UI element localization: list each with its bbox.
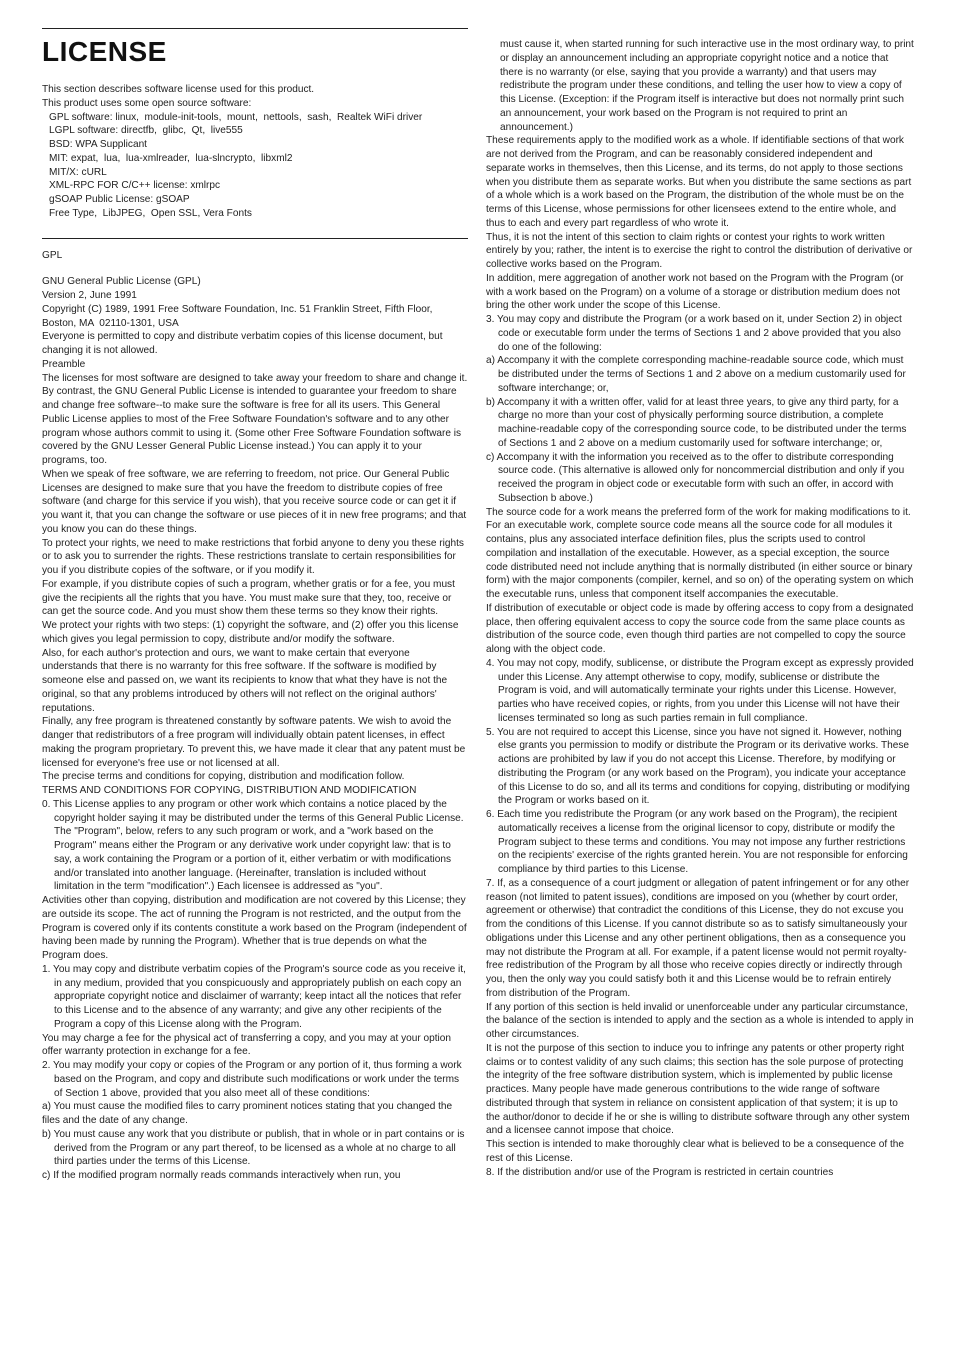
license-paragraph: For example, if you distribute copies of such a program, whether gratis or for a fee, you must give the recipients all the rights that you have. You must make sure that they, too, receive or can get the source code. And you must show them these terms so they know their rights. — [42, 578, 458, 618]
software-item: gSOAP Public License: gSOAP — [49, 194, 190, 205]
license-paragraph: c) Accompany it with the information you received as to the offer to distribute corresponding source code. (This alternative is allowed only for noncommercial distribution and only if you received the program in object code or executable form with such an offer, in accord with Subsection b above.) — [486, 451, 908, 504]
license-paragraph: This section is intended to make thoroughly clear what is believed to be a consequence of the rest of this License. — [486, 1139, 907, 1164]
software-item: MIT/X: cURL — [49, 166, 107, 178]
license-paragraph: If distribution of executable or object code is made by offering access to copy from a designated place, then offering equivalent access to copy the source code from the same place counts as distribution of the source code, even though third parties are not compelled to copy the source along with the object code. — [486, 602, 917, 655]
license-paragraph: Copyright (C) 1989, 1991 Free Software Foundation, Inc. 51 Franklin Street, Fifth Floor, Boston, MA 02110-1301, USA — [42, 303, 436, 329]
license-paragraph: Version 2, June 1991 — [42, 290, 137, 301]
intro-section — [42, 83, 468, 221]
license-paragraph: a) Accompany it with the complete corresponding machine-readable source code, which must be distributed under the terms of Sections 1 and 2 above on a medium customarily used for software interchange; or, — [486, 355, 909, 394]
license-paragraph: You may charge a fee for the physical act of transferring a copy, and you may at your option offer warranty protection in exchange for a fee. — [42, 1032, 454, 1058]
license-paragraph: To protect your rights, we need to make restrictions that forbid anyone to deny you these rights or to ask you to surrender the rights. These restrictions translate to certain responsibilities for you if you distribute copies of the software, or if you modify it. — [42, 537, 467, 576]
software-item: GPL software: linux, module-init-tools, mount, nettools, sash, Realtek WiFi driver — [49, 111, 423, 123]
license-paragraph: Finally, any free program is threatened constantly by software patents. We wish to avoid the danger that redistributors of a free program will individually obtain patent licenses, in effect making the program proprietary. To prevent this, we have made it clear that any patent must be licensed for everyone's free use or not licensed at all. — [42, 716, 469, 769]
license-paragraph: Thus, it is not the intent of this section to claim rights or contest your rights to work written entirely by you; rather, the intent is to exercise the right to control the distribution of derivative or collective works based on the Program. — [486, 231, 916, 270]
license-paragraph: TERMS AND CONDITIONS FOR COPYING, DISTRIBUTION AND MODIFICATION — [42, 785, 417, 796]
license-paragraph: 0. This License applies to any program or other work which contains a notice placed by the copyright holder saying it may be distributed under the terms of this General Public License. The "Program", below, refers to any such program or work, and a "work based on the Program" means either the Program or any derivative work under copyright law: that is to say, a work containing the Program or a portion of it, either verbatim or with modifications and/or translated into another language. (Hereinafter, translation is included without limitation in the term "modification".) Each licensee is addressed as "you". — [42, 798, 467, 893]
license-paragraph: c) If the modified program normally reads commands interactively when run, you — [42, 1170, 401, 1181]
software-item: BSD: WPA Supplicant — [49, 139, 147, 150]
license-paragraph: b) Accompany it with a written offer, valid for at least three years, to give any third party, for a charge no more than your cost of physically performing source distribution, a complete machine-readable copy of the corresponding source code, to be distributed under the terms of Sections 1 and 2 above on a medium customarily used for software interchange; or, — [486, 396, 910, 449]
license-paragraph: GNU General Public License (GPL) — [42, 276, 201, 288]
page-title: LICENSE — [42, 36, 167, 67]
intro-line: This section describes software license used for this product. — [42, 84, 315, 95]
license-paragraph: must cause it, when started running for such interactive use in the most ordinary way, to print or display an announcement including an appropriate copyright notice and a notice that there is no warranty (or else, saying that you provide a warranty) and that users may redistribute the program under these conditions, and telling the user how to view a copy of this License. (Exception: if the Program itself is interactive but does not normally print such an announcement, your work based on the Program is not required to print an announcement.) — [500, 39, 917, 133]
license-paragraph: 8. If the distribution and/or use of the Program is restricted in certain countries — [486, 1166, 834, 1178]
license-paragraph: If any portion of this section is held invalid or unenforceable under any particular circumstance, the balance of the section is intended to apply and the section as a whole is intended to apply in other circumstances. — [486, 1001, 917, 1040]
software-item: Free Type, LibJPEG, Open SSL, Vera Fonts — [49, 207, 252, 219]
license-paragraph: We protect your rights with two steps: (1) copyright the software, and (2) offer you this license which gives you legal permission to copy, distribute and/or modify the software. — [42, 620, 462, 645]
license-paragraph: Everyone is permitted to copy and distribute verbatim copies of this license document, but changing it is not allowed. — [42, 331, 446, 356]
license-paragraph: 3. You may copy and distribute the Program (or a work based on it, under Section 2) in object code or executable form under the terms of Sections 1 and 2 above provided that you also do one of the following: — [486, 314, 905, 353]
top-rule — [42, 28, 468, 29]
section-rule — [42, 238, 468, 239]
license-paragraph: b) You must cause any work that you distribute or publish, that in whole or in part contains or is derived from the Program or any part thereof, to be licensed as a whole at no charge to all third parties under the terms of this License. — [42, 1128, 468, 1168]
license-paragraph: 2. You may modify your copy or copies of the Program or any portion of it, thus forming a work based on the Program, and copy and distribute such modifications or work under the terms of Section 1 above, provided that you also meet all of these conditions: — [42, 1060, 465, 1099]
license-paragraph: The precise terms and conditions for copying, distribution and modification follow. — [42, 771, 405, 783]
license-paragraph: 5. You are not required to accept this License, since you have not signed it. However, nothing else grants you permission to modify or distribute the Program or its derivative works. These actions are prohibited by law if you do not accept this License. Therefore, by modifying or distributing the Program (or any work based on the Program), you indicate your acceptance of this License to do so, and all its terms and conditions for copying, distributing or modifying the Program or works based on it. — [486, 726, 913, 807]
gpl-heading: GPL — [42, 249, 63, 261]
software-item: XML-RPC FOR C/C++ license: xmlrpc — [49, 180, 221, 192]
license-paragraph: Preamble — [42, 358, 86, 370]
license-paragraph: In addition, mere aggregation of another work not based on the Program with the Program (or with a work based on the Program) on a volume of a storage or distribution medium does not bring the other work under the scope of this License. — [486, 272, 907, 312]
software-item: LGPL software: directfb, glibc, Qt, live555 — [49, 125, 243, 137]
license-paragraph: 6. Each time you redistribute the Program (or any work based on the Program), the recipient automatically receives a license from the original licensor to copy, distribute or modify the Program subject to these terms and conditions. You may not impose any further restrictions on the recipients' exercise of the rights granted herein. You are not responsible for enforcing compliance by third parties to this License. — [486, 809, 911, 875]
right-column — [486, 0, 917, 1179]
gpl-body-right — [486, 38, 917, 1179]
license-paragraph: Also, for each author's protection and ours, we want to make certain that everyone understands that there is no warranty for this free software. If the software is modified by someone else and passed on, we want its recipients to know that what they have is not the original, so that any problems introduced by others will not reflect on the original authors' reputations. — [42, 647, 450, 714]
license-paragraph: It is not the purpose of this section to induce you to infringe any patents or other property right claims or to contest validity of any such claims; this section has the sole purpose of protecting the integrity of the free software distribution system, which is implemented by public license practices. Many people have made generous contributions to the wide range of software distributed through that system in reliance on consistent application of that system; it is up to the author/donor to decide if he or she is willing to distribute software through any other system and a licensee cannot impose that choice. — [486, 1042, 913, 1137]
license-paragraph: These requirements apply to the modified work as a whole. If identifiable sections of that work are not derived from the Program, and can be reasonably considered independent and separate works in themselves, then this License, and its terms, do not apply to those sections when you distribute them as separate works. But when you distribute the same sections as part of a whole which is a work based on the Program, the distribution of the whole must be on the terms of this License, whose permissions for other licensees extend to the entire whole, and thus to each and every part regardless of who wrote it. — [486, 135, 915, 229]
intro-line: This product uses some open source software: — [42, 97, 252, 109]
license-paragraph: The source code for a work means the preferred form of the work for making modifications to it. For an executable work, complete source code means all the source code for all modules it contains, plus any associated interface definition files, plus the scripts used to control compilation and installation of the executable. However, as a special exception, the source code distributed need not include anything that is normally distributed (in either source or binary form) with the major components (compiler, kernel, and so on) of the operating system on which the executable runs, unless that component itself accompanies the executable. — [486, 506, 917, 600]
license-paragraph: Activities other than copying, distribution and modification are not covered by this License; they are outside its scope. The act of running the Program is not restricted, and the output from the Program is covered only if its contents constitute a work based on the Program (independent of having been made by running the Program). Whether that is true depends on what the Program does. — [42, 895, 470, 961]
license-paragraph: The licenses for most software are designed to take away your freedom to share and change it. By contrast, the GNU General Public License is intended to guarantee your freedom to share and change free software--to make sure the software is free for all its users. This General Public License applies to most of the Free Software Foundation's software and to any other program whose authors commit to using it. (Some other Free Software Foundation software is covered by the GNU Lesser General Public License instead.) You can apply it to your programs, too. — [42, 372, 471, 466]
license-paragraph: When we speak of free software, we are referring to freedom, not price. Our General Public Licenses are designed to make sure that you have the freedom to distribute copies of free software (and charge for this service if you wish), that you receive source code or can get it if you want it, that you can change the software or use pieces of it in new free programs; and that you know you can do these things. — [42, 468, 469, 535]
software-item: MIT: expat, lua, lua-xmlreader, lua-slncrypto, libxml2 — [49, 152, 293, 164]
software-list — [42, 111, 468, 221]
left-column — [42, 0, 471, 1183]
gpl-body-left — [42, 275, 471, 1183]
license-paragraph: 4. You may not copy, modify, sublicense, or distribute the Program except as expressly provided under this License. Any attempt otherwise to copy, modify, sublicense or distribute the Program is void, and will automatically terminate your rights under this License. However, parties who have received copies, or rights, from you under this License will not have their licenses terminated so long as such parties remain in full compliance. — [486, 657, 917, 724]
license-paragraph: 1. You may copy and distribute verbatim copies of the Program's source code as you receive it, in any medium, provided that you conspicuously and appropriately publish on each copy an appropriate copyright notice and disclaimer of warranty; keep intact all the notices that refer to this License and to the absence of any warranty; and give any other recipients of the Program a copy of this License along with the Program. — [42, 963, 469, 1030]
license-paragraph: a) You must cause the modified files to carry prominent notices stating that you changed the files and the date of any change. — [42, 1101, 455, 1126]
license-paragraph: 7. If, as a consequence of a court judgment or allegation of patent infringement or for any other reason (not limited to patent issues), conditions are imposed on you (whether by court order, agreement or otherwise) that contradict the conditions of this License, they do not excuse you from the conditions of this License. If you cannot distribute so as to satisfy simultaneously your obligations under this License and any other pertinent obligations, then as a consequence you may not distribute the Program at all. For example, if a patent license would not permit royalty-free redistribution of the Program by all those who receive copies directly or indirectly through you, then the only way you could satisfy both it and this License would be to refrain entirely from distribution of the Program. — [486, 877, 912, 999]
